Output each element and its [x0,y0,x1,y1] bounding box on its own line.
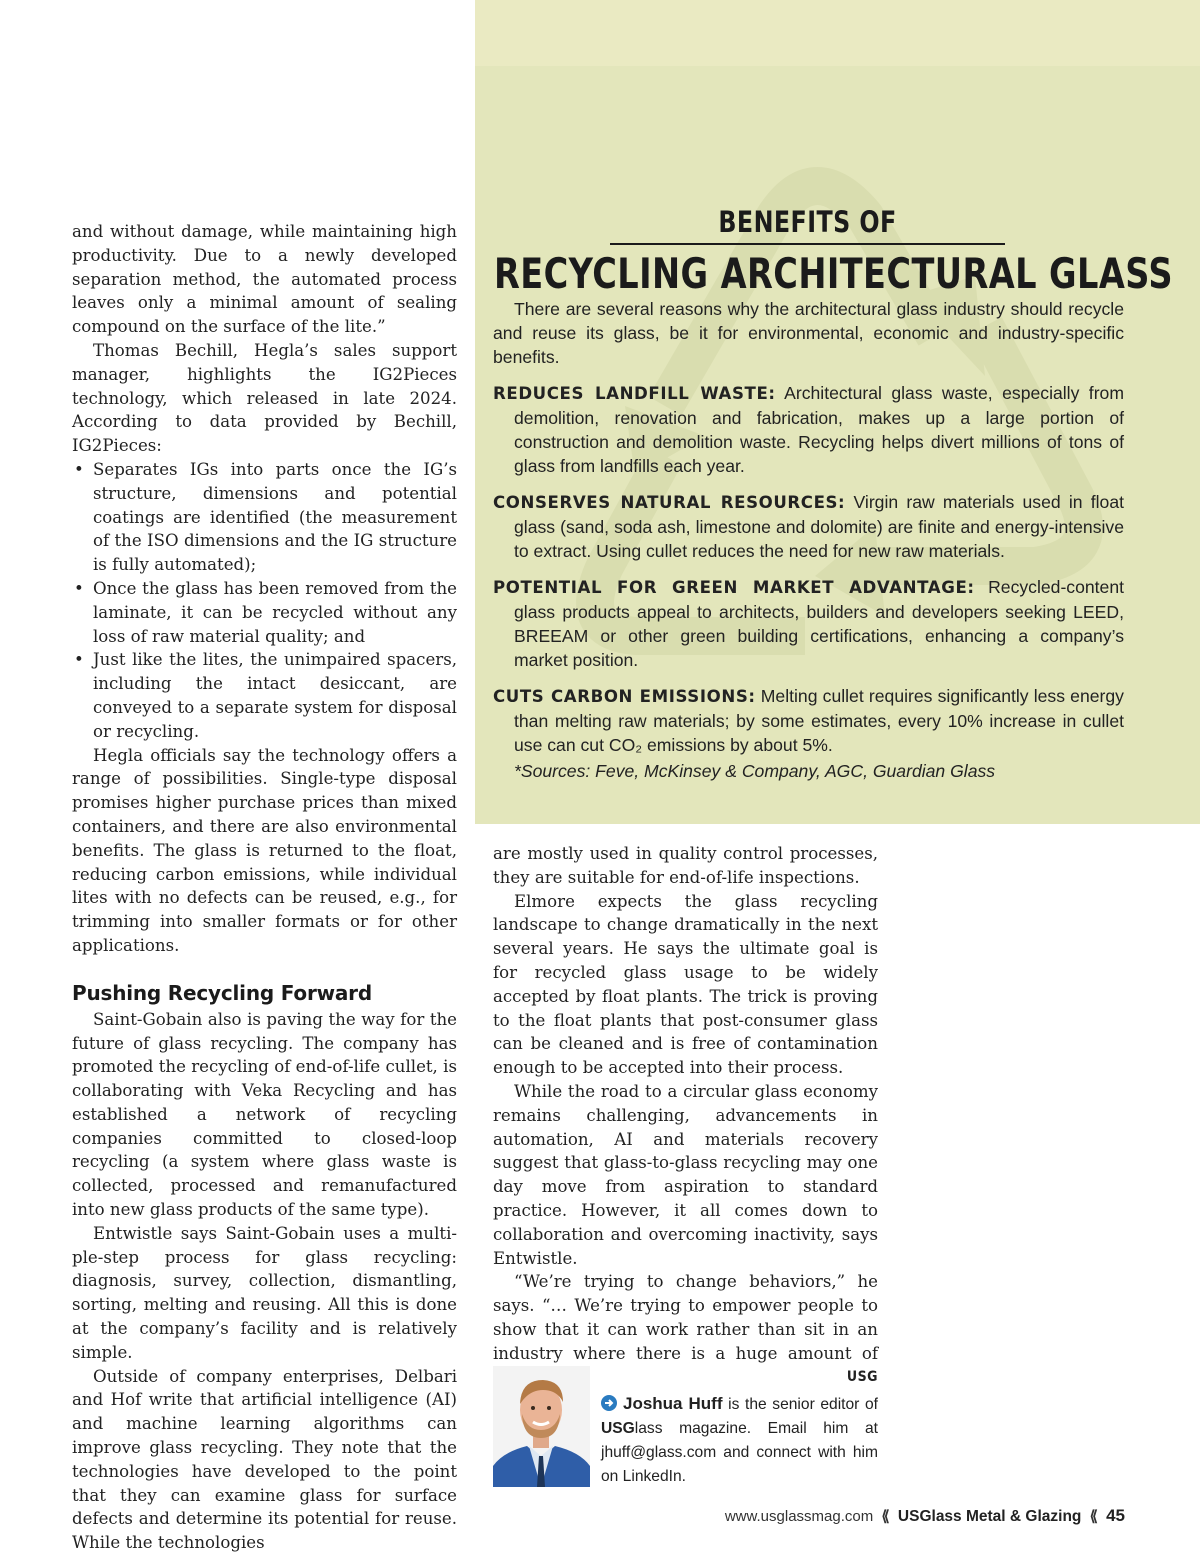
author-name: Joshua Huff [623,1394,723,1413]
body-paragraph: While the road to a circular glass economy remains challenging, advancements in automation, AI and materials recovery suggest that glass-to-glass recycling may one day move from aspiration to standard practice. However, it all comes down to collaboration and overcoming inactivity, says Entwistle. [493,1081,878,1268]
section-subhead: Pushing Recycling Forward [72,980,372,1005]
body-paragraph: are mostly used in quality control processes, they are suitable for end-of-life inspections. [493,844,878,887]
sidebar-body [493,297,1124,783]
sidebar-item-lead: CUTS CARBON EMISSIONS: [493,687,756,706]
chevron-left-icon: ⟪ [1089,1508,1098,1525]
body-paragraph: Hegla officials say the technology offers a range of possibilities. Single-type disposal promises higher purchase prices than mixed containers, and there are also environmental benefits. The glass is returned to the float, reducing carbon emissions, while individual lites with no defects can be reused, e.g., for trimming into smaller formats or for other applications. [72,745,457,955]
sidebar-item [493,490,1124,563]
closing-quote: “We’re trying to change behaviors,” he says. “… We’re trying to empower people to show that it can work rather than sit in an industry where there is a huge amount of [493,1272,878,1363]
body-paragraph: Elmore expects the glass recycling landscape to change dramatically in the next several years. He says the ultimate goal is for recycled glass usage to be widely accepted by float plants. The trick is proving to the float plants that post-consumer glass can be cleaned and is free of contamination enough to be accepted into their process. [493,891,878,1078]
list-item: • Once the glass has been removed from the laminate, it can be recycled without any loss of raw material quality; and [93,577,457,648]
sidebar-item-lead: POTENTIAL FOR GREEN MARKET ADVANTAGE: [493,578,975,597]
author-photo [493,1366,590,1487]
sidebar-sources: *Sources: Feve, McKinsey & Company, AGC, Guardian Glass [514,761,996,781]
sidebar-item-lead: REDUCES LANDFILL WASTE: [493,384,776,403]
body-paragraph: Outside of company enterprises, Delbari and Hof write that artificial intelligence (AI) and machine learning algorithms can improve glass recycling. They note that the technologies have developed to the point that they can examine glass for surface defects and determine its potential for reuse. While the technologies [72,1366,457,1553]
list-item: • Separates IGs into parts once the IG’s structure, dimensions and potential coatings are identified (the measurement of the ISO dimensions and the IG structure is fully automated); [93,458,457,577]
author-bio-text-rest: lass magazine. Email him at jhuff@glass.com and connect with him on LinkedIn. [601,1420,878,1485]
footer-url: www.usglassmag.com [724,1508,874,1525]
sidebar-top-band [475,0,1200,66]
magazine-name-bold: USG [601,1420,635,1437]
body-paragraph: Thomas Bechill, Hegla’s sales support manager, highlights the IG2Pieces technology, which released in late 2024. According to data provided by Bechill, IG2Pieces: [72,340,457,456]
sidebar-kicker: BENEFITS OF [718,205,897,239]
sidebar-item-lead: CONSERVES NATURAL RESOURCES: [493,493,846,512]
footer-magazine: USGlass Metal & Glazing [897,1508,1082,1525]
left-article-column [72,220,457,1555]
sidebar-item [493,575,1124,672]
sidebar-item-text: Virgin raw materials used in float glass (sand, soda ash, limestone and dolomite) are finite and energy-intensive to extract. Using cullet reduces the need for new raw materials. [514,492,1124,561]
sidebar-intro: There are several reasons why the architectural glass industry should recycle and reuse its glass, be it for environmental, economic and industry-specific benefits. [493,299,1124,367]
body-paragraph: Entwistle says Saint-Gobain uses a multi-ple-step process for glass recycling: diagnosis, survey, collection, dismantling, sorting, melting and reusing. All this is done at the company’s facility and is relatively simple. [72,1223,457,1362]
sidebar-item [493,381,1124,478]
arrow-circle-icon [601,1395,617,1411]
list-item: • Just like the lites, the unimpaired spacers, including the intact desiccant, are conveyed to a separate system for disposal or recycling. [93,648,457,743]
middle-article-column [493,842,878,1389]
sidebar-title: RECYCLING ARCHITECTURAL GLASS [494,249,1173,298]
page-footer [725,1506,1125,1526]
chevron-left-icon: ⟪ [881,1508,890,1525]
body-paragraph: and without damage, while maintaining high productivity. Due to a newly developed separation method, the automated process leaves only a minimal amount of sealing compound on the surface of the lite.” [72,222,457,337]
end-mark: USG [846,1368,878,1385]
sidebar-item-text: Architectural glass waste, especially from demolition, renovation and fabrication, makes up a large portion of construction and demolition waste. Recycling helps divert millions of tons of glass from landfills each year. [514,383,1124,476]
sidebar-item-text: Recycled-content glass products appeal to architects, builders and developers seeking LEED, BREEAM or other green building certifications, enhancing a company’s market position. [514,577,1125,670]
author-bio-text: is the senior editor of [722,1396,878,1413]
page-number: 45 [1106,1506,1125,1525]
bullet-list [72,458,457,744]
sidebar-item-text: Melting cullet requires significantly less energy than melting raw materials; by some estimates, every 10% increase in cullet use can cut CO₂ emissions by about 5%. [514,686,1124,755]
sidebar-rule [610,243,1005,245]
body-paragraph: Saint-Gobain also is paving the way for the future of glass recycling. The company has promoted the recycling of end-of-life cullet, is collaborating with Veka Recycling and has established a network of recycling companies committed to closed-loop recycling (a system where glass waste is collected, processed and remanufactured into new glass products of the same type). [72,1009,457,1220]
sidebar-item [493,684,1124,757]
author-bio [601,1392,878,1489]
